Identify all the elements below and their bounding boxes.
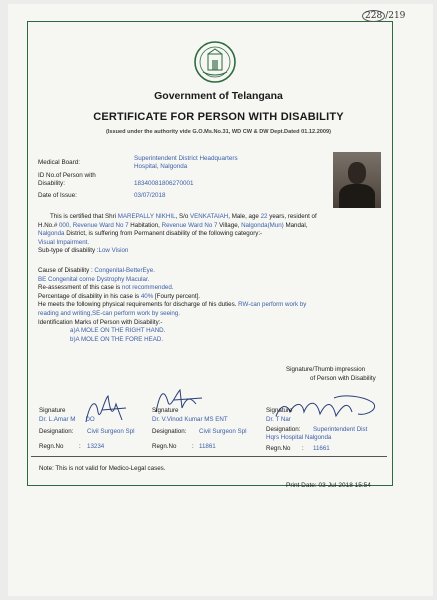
medical-board-label: Medical Board:: [38, 159, 80, 166]
designation-value: Civil Surgeon Spl: [199, 428, 247, 435]
signature-2-handwriting: [150, 384, 206, 420]
note-divider: [31, 456, 387, 457]
designation-label: Designation:: [266, 426, 301, 433]
person-photo: [333, 152, 381, 208]
handwritten-page-number: 228 /219: [362, 10, 405, 22]
signature-label: Signature: [266, 407, 293, 414]
physical-requirements-line: He meets the following physical requirements for discharge of his duties. RW-can perform work by: [38, 301, 307, 309]
medical-board-line2: Hospital, Nalgonda: [134, 163, 188, 170]
thumb-impression-label-1: Signature/Thumb impression: [286, 366, 366, 373]
medico-legal-note: Note: This is not valid for Medico-Legal cases.: [39, 465, 166, 472]
cause-section: [38, 267, 378, 344]
page-number-circled: 228: [362, 10, 385, 22]
regn-value: 11861: [199, 443, 216, 450]
page-number-secondary: 219: [388, 11, 406, 21]
signatory-name: Dr. T Nar: [266, 416, 291, 423]
signature-label: Signature: [39, 407, 66, 414]
identification-mark-a: a)A MOLE ON THE RIGHT HAND.: [70, 327, 166, 335]
designation-label: Designation:: [152, 428, 187, 435]
body-line-2: H.No.# 000, Revenue Ward No 7 Habitation, Revenue Ward No 7 Village, Nalgonda(Mun) Mandal,: [38, 221, 308, 229]
cause-line: Cause of Disability : Congenital-BetterEye.: [38, 267, 155, 274]
physical-requirements-detail: reading and writing,SE-can perform work by seeing.: [38, 309, 181, 317]
certificate-title: CERTIFICATE FOR PERSON WITH DISABILITY: [93, 111, 344, 123]
signatory-name: Dr. V.Vinod Kumar MS ENT: [152, 416, 228, 423]
designation-label: Designation:: [39, 428, 74, 435]
id-value: 18340081806270001: [134, 180, 194, 187]
regn-separator: :: [192, 443, 194, 450]
regn-value: 11661: [313, 445, 330, 452]
issued-under-note: (Issued under the authority vide G.O.Ms.No.31, WD CW & DW Dept.Dated 01.12.2009): [105, 129, 332, 135]
regn-label: Regn.No: [39, 443, 64, 450]
designation-value-2: Hqrs Hospital Nalgonda: [266, 434, 332, 441]
id-label-line2: Disability:: [38, 180, 65, 187]
certificate-body: [38, 213, 378, 256]
body-line-3: Nalgonda District, is suffering from Permanent disability of the following category:-: [38, 230, 263, 238]
regn-value: 13234: [87, 443, 105, 450]
percentage-line: Percentage of disability in his case is 40% [Fourty percent].: [38, 292, 201, 300]
body-line-1: This is certified that Shri MAREPALLY NIKHIL, S/o VENKATAIAH, Male, age 22 years, resident of: [50, 213, 317, 220]
identification-mark-b: b)A MOLE ON THE FORE HEAD.: [70, 335, 164, 343]
signatory-name: Dr. L.Amar M DO: [39, 416, 95, 423]
regn-label: Regn.No: [152, 443, 177, 450]
government-heading: Government of Telangana: [154, 90, 283, 102]
telangana-emblem-icon: [193, 40, 237, 84]
disability-category: Visual Impairment.: [38, 238, 90, 246]
subtype-line: Sub-type of disability :Low Vision: [38, 247, 129, 255]
reassessment-line: Re-assessment of this case is not recommended.: [38, 284, 174, 292]
designation-value: Civil Surgeon Spl: [87, 428, 135, 435]
cause-detail: BE Congenital corne Dystrophy Macular.: [38, 275, 150, 283]
medical-board-line1: Superintendent District Headquarters: [134, 155, 238, 162]
date-of-issue-value: 03/07/2018: [134, 192, 166, 199]
print-date: Print Date: 03-Jul-2018 15:54: [286, 482, 371, 489]
regn-label: Regn.No: [266, 445, 291, 452]
date-of-issue-label: Date of Issue:: [38, 192, 77, 199]
regn-separator: :: [79, 443, 81, 450]
designation-value: Superintendent Dist: [313, 426, 368, 433]
identification-marks-label: Identification Marks of Person with Disability:-: [38, 318, 163, 326]
regn-separator: :: [302, 445, 304, 452]
thumb-impression-label-2: of Person with Disability: [310, 375, 376, 382]
id-label-line1: ID No.of Person with: [38, 172, 96, 179]
signature-label: Signature: [152, 407, 179, 414]
